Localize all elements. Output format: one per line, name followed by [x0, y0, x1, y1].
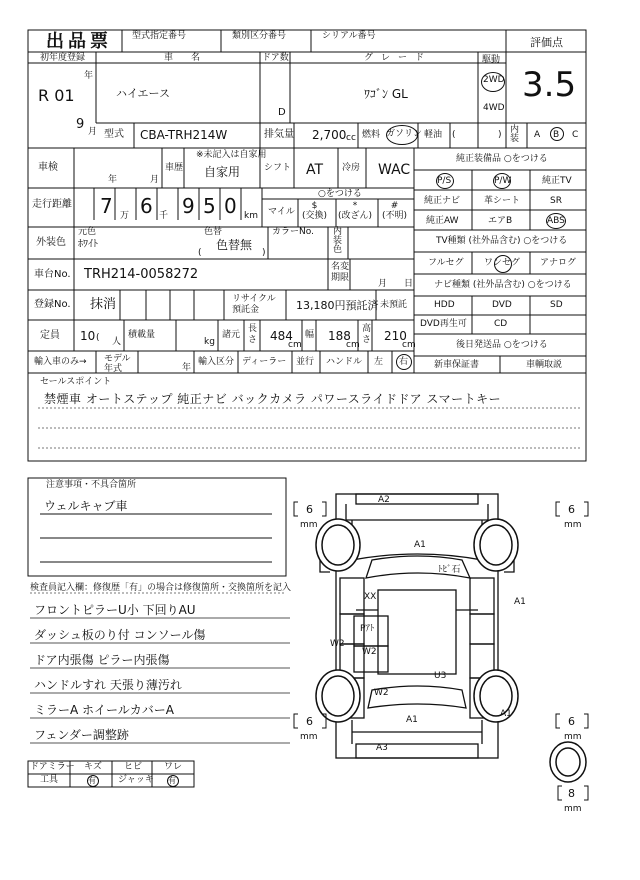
inspector-label: 検査員記入欄：修復歴「有」の場合は修復箇所・交換箇所を記入: [30, 583, 292, 593]
handle-left: 左: [374, 357, 384, 367]
score-label: 評価点: [530, 36, 563, 49]
capacity-label: 定員: [40, 330, 60, 341]
height-unit: cm: [402, 340, 416, 350]
tread-rear-left: 6: [306, 715, 313, 728]
grade-value: ﾜｺﾞﾝ GL: [364, 87, 408, 101]
dealer-label: ディーラー: [242, 357, 287, 367]
legend-scratch: キズ: [84, 762, 102, 772]
damage-left-side: W2: [330, 639, 345, 649]
mile-tamper: * (改ざん): [338, 201, 373, 221]
notes-welcab: ウェルキャブ車: [44, 499, 128, 513]
class-label: 類別区分番号: [232, 31, 287, 41]
door-suffix: D: [278, 107, 286, 118]
equip-abs: ABS: [547, 216, 565, 226]
inspection-month: 月: [150, 175, 160, 185]
model-cert-label: 型式指定番号: [132, 31, 187, 41]
mileage-digit-4: 5: [203, 194, 216, 218]
tread-rl-unit: mm: [300, 732, 318, 742]
grade-label: グレード: [364, 53, 433, 63]
navi-dvd: DVD: [492, 300, 512, 310]
tread-rear-right: 6: [568, 715, 575, 728]
equip-leather: 革シート: [484, 196, 521, 206]
handle-right: 右: [399, 357, 409, 367]
import-class-label: 輸入区分: [198, 357, 235, 367]
usage-label: 車歴: [165, 163, 184, 173]
tread-spare: 8: [568, 787, 575, 800]
legend-crack: ヒビ: [124, 762, 143, 772]
later-title: 後日発送品 ○をつける: [456, 340, 548, 350]
damage-pillar-w2: W2: [362, 647, 377, 657]
size-label: 諸元: [222, 330, 241, 340]
damage-rear-right: A1: [500, 709, 512, 719]
notes-title: 注意事項・不具合箇所: [46, 480, 137, 490]
mileage-sen: 千: [159, 211, 169, 221]
score-value: 3.5: [522, 65, 577, 105]
tv-oneseg: ワンセグ: [484, 258, 521, 268]
interior-c: C: [572, 130, 579, 140]
name-change-label: 名変期限: [331, 262, 350, 283]
legend-jack-have: 有: [168, 776, 176, 785]
legend-door-mirror: ドアミラー: [30, 762, 75, 772]
damage-rear-bumper: A3: [376, 743, 388, 753]
legend-tool: 工具: [40, 775, 59, 785]
usage-value: 自家用: [204, 165, 241, 179]
inspector-note-5: ミラーA ホイールカバーA: [34, 703, 174, 717]
color-label: 外装色: [36, 237, 66, 248]
chassis-label: 車台No.: [34, 269, 71, 280]
mileage-digit-1: 7: [100, 194, 113, 218]
name-change-day: 日: [404, 279, 414, 289]
length-label: 長さ: [248, 324, 258, 345]
length-value: 484: [270, 329, 293, 343]
navi-title: ナビ種類 (社外品含む) ○をつける: [434, 280, 572, 290]
width-unit: cm: [346, 340, 360, 350]
sales-point-label: セールスポイント: [40, 377, 112, 387]
recycle-label: リサイクル預託金: [232, 294, 276, 315]
recycle-unpaid: 未預託: [380, 300, 408, 310]
mile-exchange: $ (交換): [302, 201, 328, 221]
displacement-label: 排気量: [264, 129, 294, 140]
equip-genuine-tv: 純正TV: [542, 176, 572, 186]
tread-fl-unit: mm: [300, 520, 318, 530]
fuel-diesel: 軽油: [424, 130, 443, 140]
month-unit: 月: [88, 127, 98, 137]
tv-fullseg: フルセグ: [428, 258, 464, 268]
navi-dvd-player: DVD再生可: [420, 319, 467, 329]
width-label: 幅: [305, 330, 315, 340]
load-unit: kg: [204, 337, 215, 347]
usage-note: ※未記入は自家用: [196, 150, 267, 160]
legend-broken: ワレ: [164, 762, 183, 772]
displacement-unit: cc: [346, 133, 356, 143]
type-value: CBA-TRH214W: [140, 128, 228, 142]
auction-sheet: 出品票 型式指定番号 類別区分番号 シリアル番号 評価点 3.5 初年度登録 年 R 01 9 月 車名 ハイエース ドア数 D グレード ﾜｺﾞﾝ GL 駆動 2WD 4WD 型式 CBA-TRH214W 排気量 2,700 cc 燃料 ガソリン 軽油 ( ) 内装 A B C 車検 年 月 車歴 ※未記入は自家用 自家用 シフト AT 冷房 WAC 走行距離 7 万 6 千 9 5 0 km ○をつける マイル $ (交換) * (改ざん) # (不明) 外装色 元色 ﾎﾜｲﾄ 色替 色替無 ( ) カラーNo. 内装色 車台No. TRH214-0058272 名変期限 月 日 登録No. 抹消 リサイクル預託金 13,180円預託済 未預託 定員 10 ( 人 積載量 kg 諸元 長さ 484 cm 幅 188 cm 高さ 210 cm 輸入車のみ→ モデル年式 年 輸入区分 ディーラー 並行 ハンドル 左 右 純正装備品 ○をつける P/S P/W 純正TV 純正ナビ 革シート SR 純正AW エアB ABS TV種類 (社外品含む) ○をつける フルセグ ワンセグ アナログ ナビ種類 (社外品含む) ○をつける HDD DVD SD DVD再生可 CD 後日発送品 ○をつける 新車保証書 車輌取説 セールスポイント 禁煙車 オートステップ 純正ナビ バックカメラ パワースライドドア スマートキー 注意事項・不具合箇所 ウェルキャブ車 検査員記入欄：修復歴「有」の場合は修復箇所・交換箇所を記入 フロントピラーU小 下回りAU ダッシュ板のり付 コンソール傷 ドア内張傷 ピラー内張傷 ハンドルすれ 天張り薄汚れ ミラーA ホイールカバーA フェンダー調整跡 ドアミラー キズ ヒビ ワレ 工具 有 ジャッキ 有 6 mm 6 mm 6 mm 6 mm 8 mm A2 A1 ﾄﾋﾞ石 A1 XX Pｱﾄ W2 W2 W2 U3 A1 A1 A3: [0, 0, 640, 880]
interior-b: B: [553, 130, 560, 140]
damage-rear: A1: [406, 715, 418, 725]
tread-front-right: 6: [568, 503, 575, 516]
tread-fr-unit: mm: [564, 520, 582, 530]
equip-ps: P/S: [437, 176, 452, 186]
inspector-note-6: フェンダー調整跡: [34, 728, 129, 742]
reg-label: 登録No.: [34, 299, 71, 310]
damage-underbody: U3: [434, 671, 447, 681]
equip-genuine-aw: 純正AW: [426, 216, 459, 226]
fuel-gasoline: ガソリン: [386, 129, 423, 139]
navi-hdd: HDD: [434, 300, 455, 310]
tread-front-left: 6: [306, 503, 313, 516]
mileage-digit-2: 6: [140, 194, 153, 218]
ac-label: 冷房: [342, 163, 361, 173]
door-label: ドア数: [262, 53, 289, 63]
ac-value: WAC: [378, 162, 411, 178]
parallel-label: 並行: [296, 357, 315, 367]
mileage-digit-3: 9: [182, 194, 195, 218]
damage-pillar: Pｱﾄ: [360, 624, 375, 634]
mile-unknown: # (不明): [382, 201, 408, 221]
mile-circle-note: ○をつける: [318, 189, 362, 199]
orig-color-value: ﾎﾜｲﾄ: [78, 239, 98, 250]
mileage-unit: km: [244, 211, 258, 221]
shift-label: シフト: [264, 163, 292, 173]
mile-label: マイル: [268, 207, 295, 217]
legend-jack: ジャッキ: [118, 775, 154, 785]
drive-2wd: 2WD: [483, 75, 505, 85]
genuine-equip-title: 純正装備品 ○をつける: [456, 154, 548, 164]
height-label: 高さ: [362, 324, 372, 345]
drive-4wd: 4WD: [483, 103, 505, 113]
inspection-year: 年: [108, 175, 118, 185]
equip-airbag: エアB: [488, 216, 513, 226]
color-no-label: カラーNo.: [272, 227, 314, 237]
inspector-note-2: ダッシュ板のり付 コンソール傷: [34, 628, 206, 642]
legend-tool-have: 有: [88, 776, 96, 785]
damage-hood: A1: [414, 540, 426, 550]
capacity-value: 10: [80, 329, 96, 343]
reg-value: 抹消: [90, 297, 117, 312]
first-reg-month: 9: [76, 117, 85, 132]
repaint-label: 色替: [204, 227, 223, 237]
damage-front-right-door: A1: [514, 597, 526, 607]
orig-color-label: 元色: [78, 227, 97, 237]
repaint-value: 色替無: [216, 238, 253, 252]
import-only-label: 輸入車のみ→: [34, 357, 87, 367]
car-name-value: ハイエース: [116, 87, 171, 100]
serial-label: シリアル番号: [322, 31, 376, 41]
sales-point-text: 禁煙車 オートステップ 純正ナビ バックカメラ パワースライドドア スマートキー: [44, 392, 502, 406]
interior-a: A: [534, 130, 541, 140]
model-year-label: モデル年式: [104, 354, 131, 374]
type-label: 型式: [104, 129, 124, 140]
year-unit: 年: [84, 71, 94, 81]
first-reg-label: 初年度登録: [40, 53, 86, 63]
damage-left-panel: XX: [364, 592, 377, 602]
chassis-value: TRH214-0058272: [84, 267, 199, 282]
tread-spare-unit: mm: [564, 804, 582, 814]
damage-left-lower: W2: [374, 688, 389, 698]
tv-analog: アナログ: [540, 258, 577, 268]
inspector-note-1: フロントピラーU小 下回りAU: [34, 603, 196, 617]
navi-sd: SD: [550, 300, 563, 310]
recycle-value: 13,180円預託済: [296, 299, 379, 312]
shift-value: AT: [306, 162, 324, 178]
inspector-note-4: ハンドルすれ 天張り薄汚れ: [34, 678, 182, 692]
inspection-label: 車検: [38, 162, 58, 173]
mileage-digit-5: 0: [224, 194, 237, 218]
capacity-unit: 人: [112, 337, 122, 347]
fuel-label: 燃料: [362, 130, 381, 140]
damage-windshield: ﾄﾋﾞ石: [438, 565, 461, 575]
later-warranty: 新車保証書: [434, 360, 480, 370]
interior-color-label: 内装色: [333, 227, 343, 255]
interior-label: 内装: [510, 125, 520, 144]
navi-cd: CD: [494, 319, 508, 329]
equip-sr: SR: [550, 196, 562, 206]
displacement-value: 2,700: [312, 128, 347, 142]
load-label: 積載量: [128, 330, 156, 340]
model-year-unit: 年: [182, 363, 192, 373]
handle-label: ハンドル: [326, 357, 363, 367]
length-unit: cm: [288, 340, 302, 350]
equip-genuine-navi: 純正ナビ: [424, 196, 461, 206]
sheet-title: 出品票: [46, 31, 112, 52]
drive-label: 駆動: [482, 55, 501, 65]
first-reg-era: R 01: [38, 86, 75, 105]
name-change-month: 月: [378, 279, 388, 289]
tv-title: TV種類 (社外品含む) ○をつける: [436, 236, 568, 246]
tread-rr-unit: mm: [564, 732, 582, 742]
damage-front-bumper: A2: [378, 495, 390, 505]
width-value: 188: [328, 329, 351, 343]
mileage-label: 走行距離: [32, 199, 72, 210]
height-value: 210: [384, 329, 407, 343]
later-manual: 車輌取説: [526, 360, 563, 370]
inspector-note-3: ドア内張傷 ピラー内張傷: [34, 653, 170, 667]
mileage-man: 万: [120, 211, 130, 221]
car-name-label: 車名: [164, 53, 219, 63]
equip-pw: P/W: [494, 176, 512, 186]
